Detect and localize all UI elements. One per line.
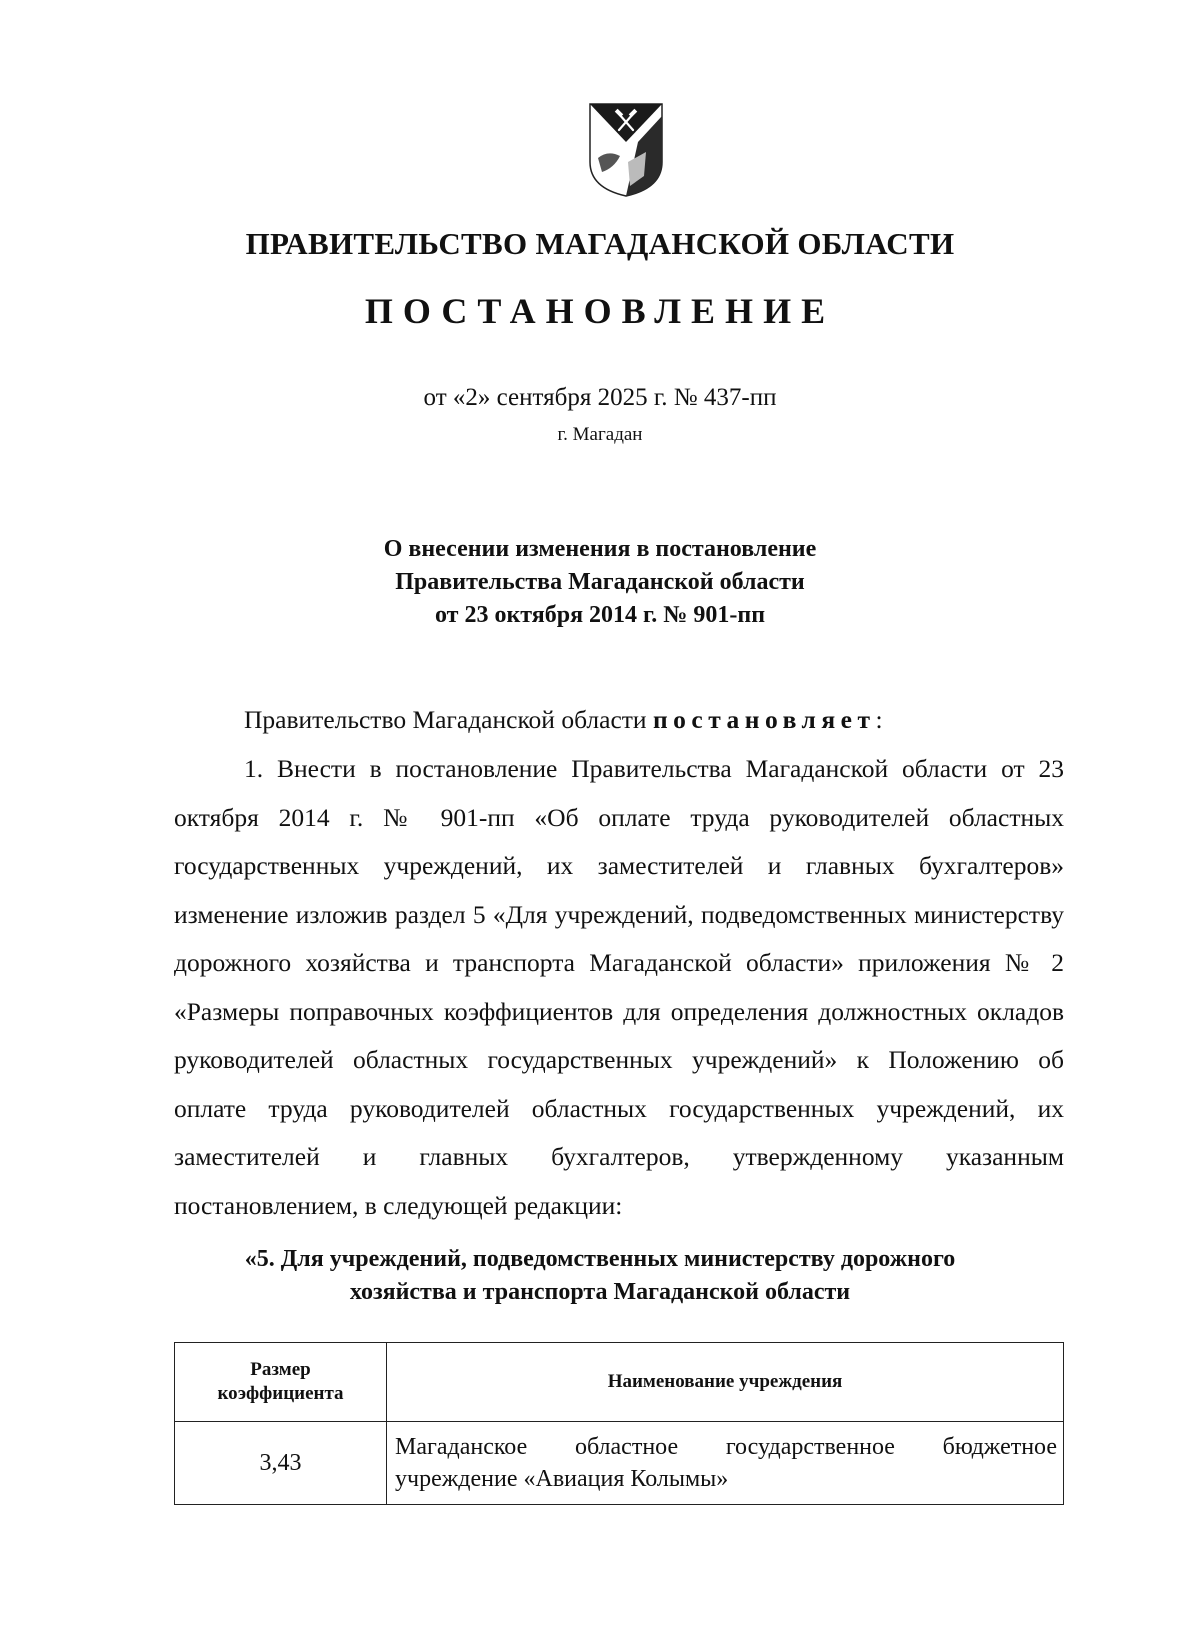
document-subject [0, 533, 1200, 632]
coat-of-arms-emblem [588, 102, 664, 198]
column-header-coefficient [175, 1343, 387, 1422]
preamble-text: Правительство Магаданской области [244, 705, 653, 734]
column-header-institution: Наименование учреждения [387, 1343, 1064, 1422]
subject-line: О внесении изменения в постановление [383, 536, 817, 562]
header-text: коэффициента [217, 1383, 344, 1404]
institution-cell: Магаданское областное государственное бюджетное учреждение «Авиация Колымы» [387, 1422, 1064, 1505]
section-title [0, 1243, 1200, 1309]
document-date-number: от «2» сентября 2025 г. № 437-пп [423, 384, 777, 411]
section-title-line: «5. Для учреждений, подведомственных министерству дорожного [244, 1246, 956, 1272]
issuing-authority: ПРАВИТЕЛЬСТВО МАГАДАНСКОЙ ОБЛАСТИ [245, 226, 955, 261]
document-type-heading: ПОСТАНОВЛЕНИЕ [364, 291, 836, 331]
coefficient-cell: 3,43 [175, 1422, 387, 1505]
header-text: Размер [250, 1359, 311, 1380]
preamble-paragraph [174, 696, 1064, 745]
subject-line: Правительства Магаданской области [395, 569, 805, 595]
document-city: г. Магадан [557, 424, 643, 445]
preamble-colon: : [875, 705, 883, 734]
clause-1-paragraph: 1. Внести в постановление Правительства Магаданской области от 23 октября 2014 г. № 901-пп «Об оплате труда руководителей областных государственных учреждений, их заместителей и главных бухгалтеров» изменение изложив раздел 5 «Для учреждений, подведомственных министерству дорожного хозяйства и транспорта Магаданской области» приложения № 2 «Размеры поправочных коэффициентов для определения должностных окладов руководителей областных государственных учреждений» к Положению об оплате труда руководителей областных государственных учреждений, их заместителей и главных бухгалтеров, утвержденному указанным постановлением, в следующей редакции: [174, 754, 1064, 1220]
table-row [175, 1422, 1064, 1505]
resolves-word: постановляет [652, 705, 876, 734]
coefficient-table [174, 1342, 1064, 1505]
table-header-row [175, 1343, 1064, 1422]
section-title-line: хозяйства и транспорта Магаданской области [349, 1279, 851, 1305]
subject-line: от 23 октября 2014 г. № 901-пп [434, 602, 766, 628]
